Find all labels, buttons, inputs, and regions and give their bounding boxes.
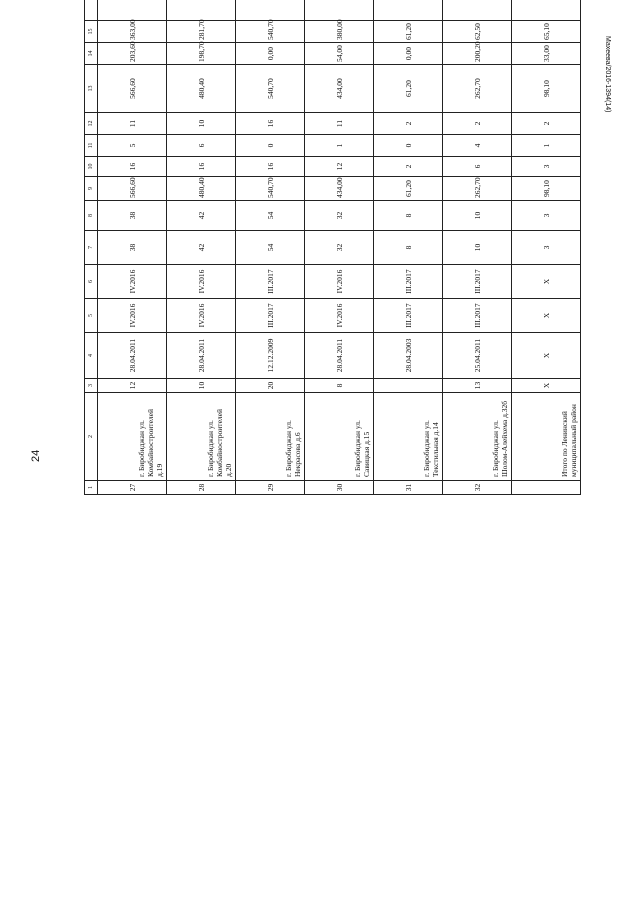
table-cell: 12.12.2009 bbox=[236, 333, 305, 379]
table-cell: 5 bbox=[98, 135, 167, 157]
column-number: 2 bbox=[85, 393, 98, 481]
page-number: 24 bbox=[30, 449, 42, 462]
table-cell: 10 bbox=[443, 201, 512, 231]
table-cell: 61,20 bbox=[374, 21, 443, 43]
table-cell: 54,00 bbox=[305, 43, 374, 65]
table-cell: 1 bbox=[512, 135, 581, 157]
table-row bbox=[443, 0, 512, 495]
table-cell: 434,00 bbox=[305, 177, 374, 201]
table-cell: 2 bbox=[512, 113, 581, 135]
table-cell: 4 bbox=[443, 135, 512, 157]
total-row bbox=[512, 0, 581, 495]
table-cell: 566,60 bbox=[98, 65, 167, 113]
address-cell: г. Биробиджан ул. Текстильная д.14 bbox=[374, 393, 443, 481]
table-cell: 0 bbox=[236, 135, 305, 157]
table-cell: 98,10 bbox=[512, 65, 581, 113]
table-cell: 281,70 bbox=[167, 21, 236, 43]
address-cell: Итого по Ленинский муниципальный район bbox=[512, 393, 581, 481]
table-cell: 3 bbox=[512, 201, 581, 231]
table-cell: 61,20 bbox=[374, 65, 443, 113]
table-cell: 3 bbox=[512, 231, 581, 265]
table-cell: 28.04.2011 bbox=[305, 333, 374, 379]
table-cell: 31 bbox=[374, 481, 443, 495]
table-cell: III.2017 bbox=[374, 265, 443, 299]
table-cell: 0 bbox=[374, 135, 443, 157]
table-cell: IV.2016 bbox=[98, 299, 167, 333]
table-cell: 11 bbox=[98, 113, 167, 135]
table-cell: 29 bbox=[236, 481, 305, 495]
table-cell: 54 bbox=[236, 201, 305, 231]
table-cell: 6 bbox=[167, 135, 236, 157]
column-number: 7 bbox=[85, 231, 98, 265]
table-cell: 198,70 bbox=[167, 43, 236, 65]
registry-table bbox=[84, 19, 578, 898]
table-cell: 20 bbox=[236, 379, 305, 393]
table-cell: 363,00 bbox=[98, 21, 167, 43]
table-cell: 28.04.2011 bbox=[167, 333, 236, 379]
table-cell: X bbox=[512, 299, 581, 333]
table-cell: X bbox=[512, 333, 581, 379]
table-cell: 32 bbox=[305, 231, 374, 265]
table-cell: 61,20 bbox=[374, 177, 443, 201]
table-cell: III.2017 bbox=[236, 299, 305, 333]
column-number-row bbox=[85, 0, 98, 495]
table-cell: 10 bbox=[167, 379, 236, 393]
table-cell: IV.2016 bbox=[167, 299, 236, 333]
table-cell: 27 bbox=[98, 481, 167, 495]
table-cell: 3 bbox=[512, 157, 581, 177]
table-cell: 16 bbox=[236, 113, 305, 135]
table-cell: III.2017 bbox=[443, 299, 512, 333]
table-cell: 30 bbox=[305, 481, 374, 495]
column-number: 14 bbox=[85, 43, 98, 65]
table-cell: 8 bbox=[374, 201, 443, 231]
column-number: 8 bbox=[85, 201, 98, 231]
table-cell: 11 bbox=[305, 113, 374, 135]
table-cell: 98,10 bbox=[512, 177, 581, 201]
table-cell: 54 bbox=[236, 231, 305, 265]
table-cell: 28.04.2003 bbox=[374, 333, 443, 379]
table-cell bbox=[305, 0, 374, 21]
table-cell: IV.2016 bbox=[305, 299, 374, 333]
table-cell bbox=[98, 0, 167, 21]
table-cell: 42 bbox=[167, 201, 236, 231]
table-cell: 566,60 bbox=[98, 177, 167, 201]
column-number: 3 bbox=[85, 379, 98, 393]
column-number: 11 bbox=[85, 135, 98, 157]
table-cell bbox=[236, 0, 305, 21]
column-number: 1 bbox=[85, 481, 98, 495]
address-cell: г. Биробиджан ул. Некрасова д.6 bbox=[236, 393, 305, 481]
column-number: 13 bbox=[85, 65, 98, 113]
column-number: 15 bbox=[85, 21, 98, 43]
table-cell: 200,20 bbox=[443, 43, 512, 65]
table-cell: 32 bbox=[443, 481, 512, 495]
table-cell: 203,60 bbox=[98, 43, 167, 65]
table-cell: 1 bbox=[305, 135, 374, 157]
table-cell: 6 bbox=[443, 157, 512, 177]
address-cell: г. Биробиджан ул. Комбайностроителей д.20 bbox=[167, 393, 236, 481]
table-cell bbox=[512, 0, 581, 21]
table-cell bbox=[374, 379, 443, 393]
table-row bbox=[167, 0, 236, 495]
table-cell: 10 bbox=[167, 113, 236, 135]
table-cell: 262,70 bbox=[443, 177, 512, 201]
column-number: 4 bbox=[85, 333, 98, 379]
table-cell: 2 bbox=[374, 113, 443, 135]
table-cell: III.2017 bbox=[443, 265, 512, 299]
table-cell: 38 bbox=[98, 231, 167, 265]
table-cell: 33,00 bbox=[512, 43, 581, 65]
table-cell: 42 bbox=[167, 231, 236, 265]
table-cell: 25.04.2011 bbox=[443, 333, 512, 379]
table-row bbox=[98, 0, 167, 495]
table-cell: 65,10 bbox=[512, 21, 581, 43]
table-cell: 12 bbox=[305, 157, 374, 177]
address-cell: г. Биробиджан ул. Шолом-Алейхема д.32б bbox=[443, 393, 512, 481]
table-cell: 480,40 bbox=[167, 65, 236, 113]
table-cell bbox=[374, 0, 443, 21]
table-cell: 12 bbox=[98, 379, 167, 393]
table-cell: 62,50 bbox=[443, 21, 512, 43]
column-number: 6 bbox=[85, 265, 98, 299]
table-cell: X bbox=[512, 379, 581, 393]
table-cell: 16 bbox=[167, 157, 236, 177]
table-row bbox=[374, 0, 443, 495]
table-cell: X bbox=[512, 265, 581, 299]
document-reference: Махеева/2016-1394(14) bbox=[604, 36, 611, 113]
table-cell bbox=[512, 481, 581, 495]
table-row bbox=[305, 0, 374, 495]
table-cell: 540,70 bbox=[236, 177, 305, 201]
table-cell: 38 bbox=[98, 201, 167, 231]
table-cell bbox=[167, 0, 236, 21]
table-cell: 2 bbox=[443, 113, 512, 135]
table-cell: IV.2016 bbox=[167, 265, 236, 299]
table-cell: 10 bbox=[443, 231, 512, 265]
column-number: 10 bbox=[85, 157, 98, 177]
table-cell: 0,00 bbox=[374, 43, 443, 65]
table-cell: 8 bbox=[374, 231, 443, 265]
table-cell: 434,00 bbox=[305, 65, 374, 113]
table-cell: 480,40 bbox=[167, 177, 236, 201]
address-cell: г. Биробиджан ул. Комбайностроителей д.19 bbox=[98, 393, 167, 481]
table-cell: 380,00 bbox=[305, 21, 374, 43]
table-cell: 8 bbox=[305, 379, 374, 393]
table-cell: IV.2016 bbox=[98, 265, 167, 299]
table-cell: 2 bbox=[374, 157, 443, 177]
column-number: 5 bbox=[85, 299, 98, 333]
table-cell: 32 bbox=[305, 201, 374, 231]
table-cell: 262,70 bbox=[443, 65, 512, 113]
table-cell: 540,70 bbox=[236, 65, 305, 113]
table-cell: 0,00 bbox=[236, 43, 305, 65]
table-cell: IV.2016 bbox=[305, 265, 374, 299]
table-cell: 28.04.2011 bbox=[98, 333, 167, 379]
table-cell: 16 bbox=[98, 157, 167, 177]
column-number: 12 bbox=[85, 113, 98, 135]
column-number: 9 bbox=[85, 177, 98, 201]
table-cell: 540,70 bbox=[236, 21, 305, 43]
table-row bbox=[236, 0, 305, 495]
table-cell: 16 bbox=[236, 157, 305, 177]
address-cell: г. Биробиджан ул. Савицкая д.15 bbox=[305, 393, 374, 481]
column-number bbox=[85, 0, 98, 21]
table-cell: III.2017 bbox=[236, 265, 305, 299]
table-cell: 28 bbox=[167, 481, 236, 495]
table-cell: III.2017 bbox=[374, 299, 443, 333]
table-cell: 13 bbox=[443, 379, 512, 393]
table-cell bbox=[443, 0, 512, 21]
